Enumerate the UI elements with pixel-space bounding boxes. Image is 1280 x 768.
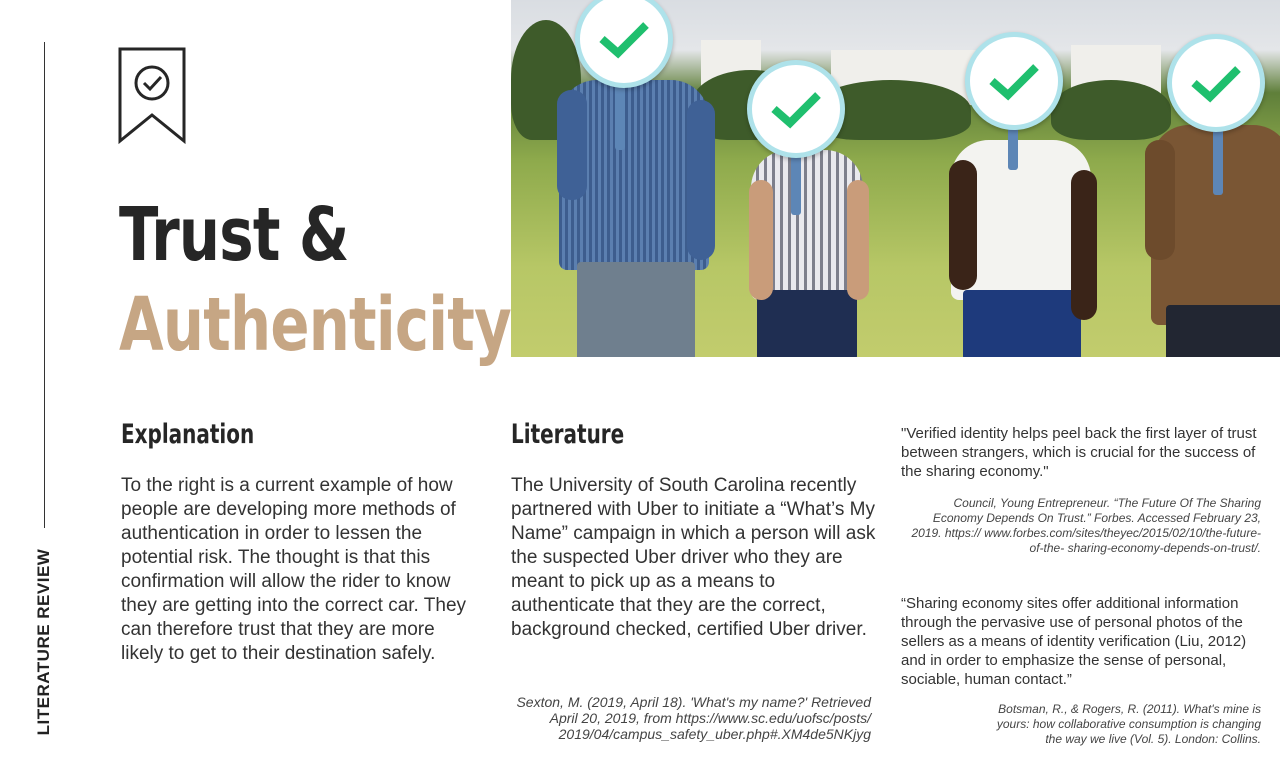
page-title	[119, 190, 511, 370]
checkmark-sign-3	[965, 32, 1063, 130]
literature-citation: Sexton, M. (2019, April 18). 'What's my name?' Retrieved April 20, 2019, from https://www.sc.edu/uofsc/posts/ 2019/04/campus_safety_uber.php#.XM4de5NKjyg	[516, 694, 871, 742]
checkmark-icon	[768, 89, 824, 129]
quote-2-citation: Botsman, R., & Rogers, R. (2011). What's mine is yours: how collaborative consumption is changing the way we live (Vol. 5). London: Collins.	[996, 702, 1261, 746]
checkmark-icon	[596, 19, 652, 59]
title-line-trust: Trust &	[119, 192, 349, 278]
quote-1-citation: Council, Young Entrepreneur. “The Future Of The Sharing Economy Depends On Trust.” Forbes. Accessed February 23, 2019. https:// www.forbes.com/sites/theyec/2015/02/10/the-future-of-the- sharing-economy-depends-on-trust/.	[911, 496, 1261, 555]
checkmark-icon	[986, 61, 1042, 101]
explanation-heading: Explanation	[121, 419, 255, 450]
people-with-checkmark-signs-photo	[511, 0, 1280, 357]
vertical-divider-line	[44, 42, 45, 528]
checkmark-sign-4	[1167, 34, 1265, 132]
checkmark-sign-1	[575, 0, 673, 88]
literature-heading: Literature	[511, 419, 625, 450]
quote-1: "Verified identity helps peel back the first layer of trust between strangers, which is crucial for the success of the sharing economy."	[901, 425, 1257, 480]
checkmark-sign-2	[747, 60, 845, 158]
bookmark-check-icon	[118, 47, 188, 150]
checkmark-icon	[1188, 63, 1244, 103]
quote-2: “Sharing economy sites offer additional information through the pervasive use of personal photos of the sellers as a means of identity verification (Liu, 2012) and in order to emphasize the sense of personal, sociable, human contact.”	[901, 595, 1247, 688]
literature-body: The University of South Carolina recently partnered with Uber to initiate a “What’s My Name” campaign in which a person will ask the suspected Uber driver who they are meant to pick up as a means to authenticate that they are the correct, background checked, certified Uber driver.	[511, 475, 876, 640]
title-line-authenticity: Authenticity	[119, 282, 511, 368]
explanation-body: To the right is a current example of how people are developing more methods of authentication in order to lessen the potential risk. The thought is that this confirmation will allow the rider to know they are getting into the correct car. They can therefore trust that they are more likely to get to their destination safely.	[121, 475, 467, 664]
section-label: LITERATURE REVIEW	[34, 548, 53, 736]
